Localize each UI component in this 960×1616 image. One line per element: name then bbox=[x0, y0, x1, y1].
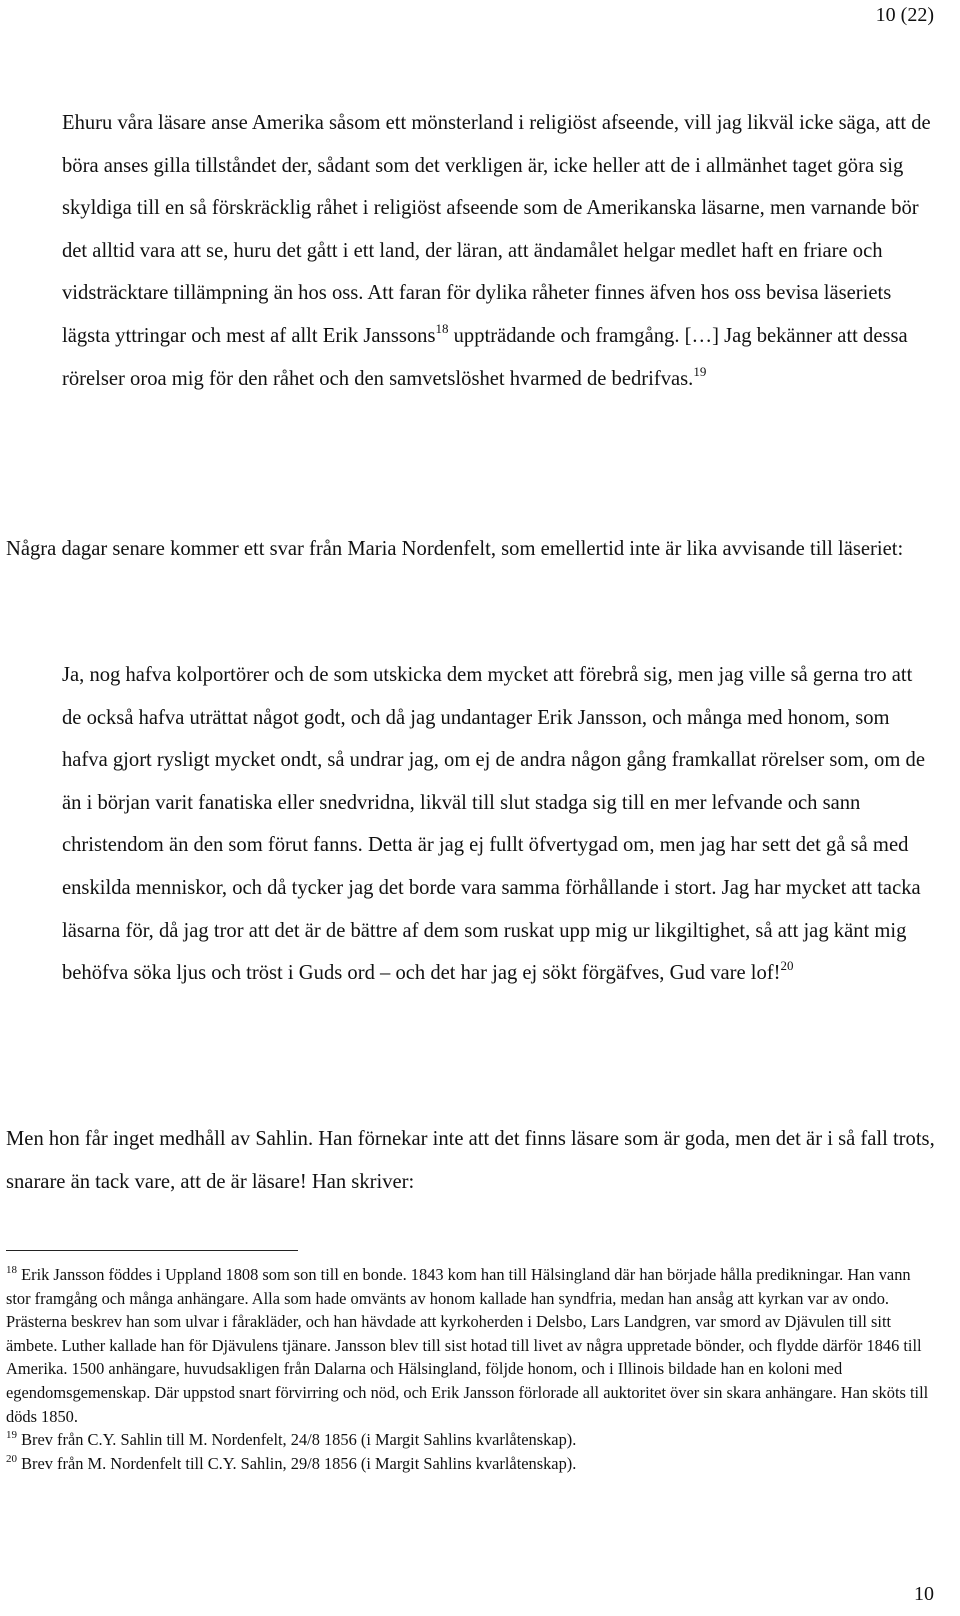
quote-paragraph bbox=[62, 102, 932, 400]
footnote-ref-18[interactable]: 18 bbox=[435, 320, 449, 336]
page-header-label: 10 (22) bbox=[875, 4, 934, 26]
paragraph-text: Några dagar senare kommer ett svar från Maria Nordenfelt, som emellertid inte är lika avvisande till läseriet: bbox=[6, 538, 904, 560]
footnote-20 bbox=[6, 1452, 931, 1476]
body-paragraph-2 bbox=[6, 1118, 936, 1203]
paragraph-text: Men hon får inget medhåll av Sahlin. Han förnekar inte att det finns läsare som är goda, men det är i så fall trots, snarare än tack vare, att de är läsare! Han skriver: bbox=[6, 1128, 935, 1193]
footnote-ref-19[interactable]: 19 bbox=[693, 363, 707, 379]
footnote-text: Brev från M. Nordenfelt till C.Y. Sahlin, 29/8 1856 (i Margit Sahlins kvarlåtenskap). bbox=[17, 1453, 577, 1473]
footnote-18 bbox=[6, 1263, 931, 1428]
quote-paragraph bbox=[62, 654, 932, 995]
footnotes bbox=[6, 1263, 931, 1475]
footnote-19 bbox=[6, 1428, 931, 1452]
footnote-text: Brev från C.Y. Sahlin till M. Nordenfelt, 24/8 1856 (i Margit Sahlins kvarlåtenskap). bbox=[17, 1430, 577, 1450]
block-quote-1 bbox=[62, 102, 932, 400]
page-number: 10 bbox=[914, 1583, 934, 1605]
footnote-number: 19 bbox=[6, 1429, 17, 1442]
block-quote-2 bbox=[62, 654, 932, 995]
quote-text-continued: uppträdande och framgång. […] Jag bekänner att dessa rörelser oroa mig för den råhet och den samvetslöshet hvarmed de bedrifvas. bbox=[62, 324, 908, 390]
body-paragraph-1 bbox=[6, 528, 936, 571]
quote-text: Ehuru våra läsare anse Amerika såsom ett mönsterland i religiöst afseende, vill jag likväl icke säga, att de böra anses gilla tillståndet der, sådant som det verkligen är, icke heller att de i allmänhet taget göra sig skyldiga till en så förskräcklig råhet i religiöst afseende som de Amerikanska läsarne, men varnande bör det alltid vara att se, huru det gått i ett land, der läran, att ändamålet helgar medlet haft en friare och vidsträcktare tillämpning än hos oss. Att faran för dylika råheter finnes äfven hos oss bevisa läseriets lägsta yttringar och mest af allt Erik Janssons bbox=[62, 112, 931, 347]
quote-text: Ja, nog hafva kolportörer och de som utskicka dem mycket att förebrå sig, men jag ville så gerna tro att de också hafva uträttat något godt, och då jag undantager Erik Jansson, och många med honom, som hafva gjort rysligt mycket ondt, så undrar jag, om ej de andra någon gång framkallat rörelser som, om de än i början varit fanatiska eller snedvridna, likväl till slut stadga sig till en mer lefvande och sann christendom än den som förut fanns. Detta är jag ej fullt öfvertygad om, men jag har sett det gå så med enskilda menniskor, och då tycker jag det borde vara samma förhållande i stort. Jag har mycket att tacka läsarna för, då jag tror att det är de bättre af dem som ruskat upp mig ur likgiltighet, så att jag känt mig behöfva söka ljus och tröst i Guds ord – och det har jag ej sökt förgäfves, Gud vare lof! bbox=[62, 664, 925, 985]
footnote-number: 20 bbox=[6, 1452, 17, 1465]
footnote-ref-20[interactable]: 20 bbox=[780, 958, 794, 974]
footnote-text: Erik Jansson föddes i Uppland 1808 som son till en bonde. 1843 kom han till Hälsingland där han började hålla predikningar. Han vann stor framgång och många anhängare. Alla som hade omvänts av honom kallade han syndfria, medan han ansåg att kyrkan var av ondo. Prästerna beskrev han som ulvar i fårakläder, och han hävdade att kyrkoherden i Delsbo, Lars Landgren, var smord av Djävulen till sitt ämbete. Luther kallade han för Djävulens tjänare. Jansson blev till sist hotad till livet av några uppretade bönder, och flydde därför 1846 till Amerika. 1500 anhängare, huvudsakligen från Dalarna och Hälsingland, följde honom, och i Illinois bildade han en koloni med egendomsgemenskap. Där uppstod snart förvirring och nöd, och Erik Jansson förlorade all auktoritet över sin skara anhängare. Han sköts till döds 1850. bbox=[6, 1265, 929, 1426]
footnote-number: 18 bbox=[6, 1264, 17, 1276]
footnote-separator bbox=[6, 1250, 298, 1251]
